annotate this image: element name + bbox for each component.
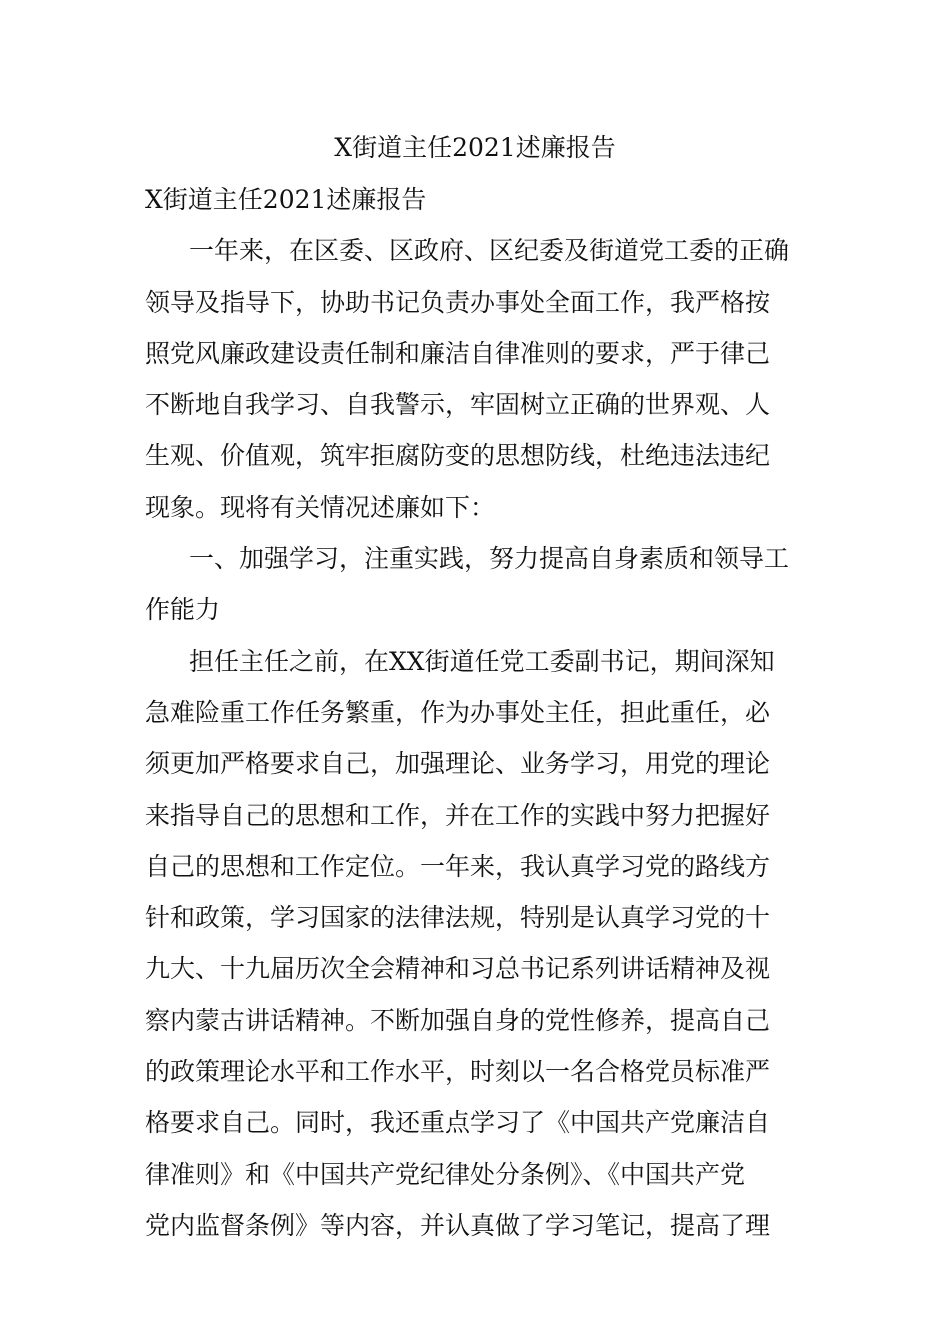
paragraph-line: 一年来，在区委、区政府、区纪委及街道党工委的正确 — [189, 236, 790, 266]
paragraph-line: 急难险重工作任务繁重，作为办事处主任，担此重任，必 — [145, 697, 771, 727]
section-heading-line: 作能力 — [145, 595, 221, 625]
paragraph-line: 担任主任之前，在XX街道任党工委副书记，期间深知 — [189, 646, 775, 676]
paragraph-line: 自己的思想和工作定位。一年来，我认真学习党的路线方 — [145, 851, 771, 881]
document-subtitle: X街道主任2021述廉报告 — [145, 185, 427, 214]
paragraph-line: 须更加严格要求自己，加强理论、业务学习，用党的理论 — [145, 749, 771, 779]
paragraph-line: 察内蒙古讲话精神。不断加强自身的党性修养，提高自己 — [145, 1005, 771, 1035]
paragraph-line: 针和政策，学习国家的法律法规，特别是认真学习党的十 — [145, 903, 771, 933]
paragraph-line: 的政策理论水平和工作水平，时刻以一名合格党员标准严 — [145, 1057, 771, 1087]
paragraph-line: 来指导自己的思想和工作，并在工作的实践中努力把握好 — [145, 800, 771, 830]
paragraph-line: 九大、十九届历次全会精神和习总书记系列讲话精神及视 — [145, 954, 771, 984]
paragraph-line: 现象。现将有关情况述廉如下： — [145, 492, 496, 522]
paragraph-line: 律准则》和《中国共产党纪律处分条例》、《中国共产党 — [145, 1159, 746, 1189]
paragraph-line: 领导及指导下，协助书记负责办事处全面工作，我严格按 — [145, 287, 771, 317]
paragraph-line: 格要求自己。同时，我还重点学习了《中国共产党廉洁自 — [145, 1108, 771, 1138]
paragraph-line: 不断地自我学习、自我警示，牢固树立正确的世界观、人 — [145, 390, 771, 420]
paragraph-line: 生观、价值观，筑牢拒腐防变的思想防线，杜绝违法违纪 — [145, 441, 771, 471]
paragraph-line: 党内监督条例》等内容，并认真做了学习笔记，提高了理 — [145, 1210, 771, 1240]
section-heading-line: 一、加强学习，注重实践，努力提高自身素质和领导工 — [189, 544, 790, 574]
page-title: X街道主任2021述廉报告 — [334, 133, 616, 162]
document-body — [145, 182, 815, 1259]
paragraph-line: 照党风廉政建设责任制和廉洁自律准则的要求，严于律己 — [145, 338, 771, 368]
